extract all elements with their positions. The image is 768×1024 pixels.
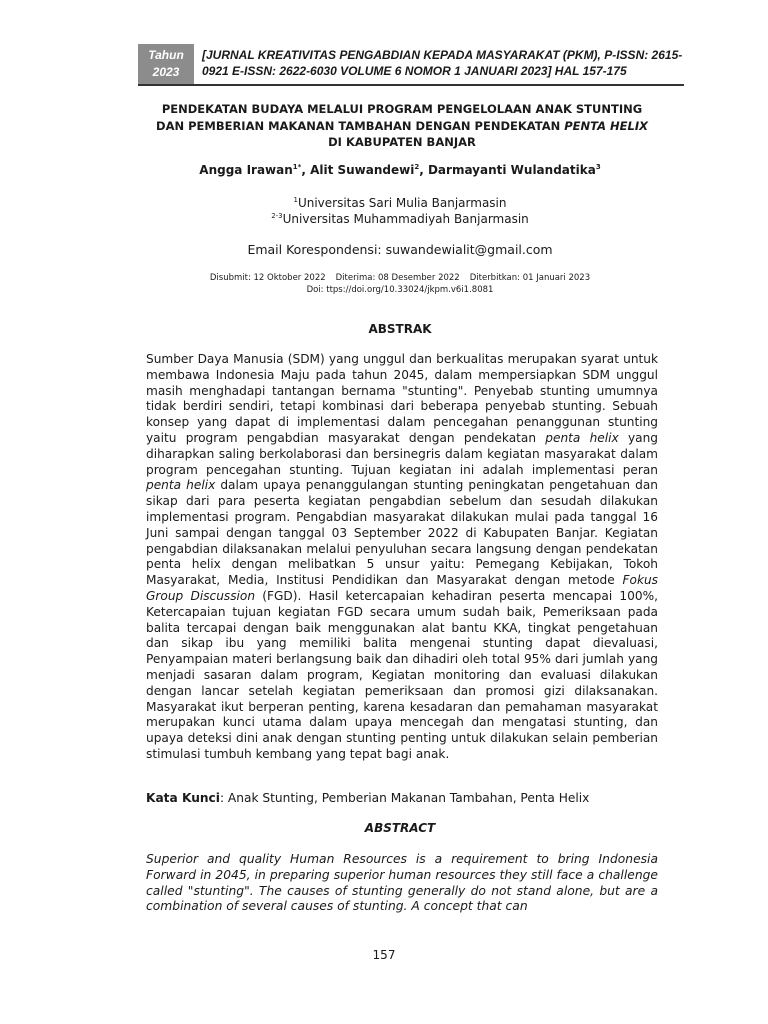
journal-line-2: 0921 E-ISSN: 2622-6030 VOLUME 6 NOMOR 1 JANUARI 2023] HAL 157-175 — [202, 64, 627, 78]
keywords-label: Kata Kunci — [146, 791, 220, 805]
year-value: 2023 — [152, 65, 180, 79]
journal-line-1: [JURNAL KREATIVITAS PENGABDIAN KEPADA MASYARAKAT (PKM), P-ISSN: 2615- — [202, 48, 683, 62]
abstrak-emphasis: Fokus Group Discussion — [146, 573, 658, 603]
author-name: Darmayanti Wulandatika — [427, 163, 596, 177]
title-line-3: DI KABUPATEN BANJAR — [328, 135, 476, 149]
keywords — [146, 791, 658, 805]
date-published: Diterbitkan: 01 Januari 2023 — [469, 273, 591, 283]
author-list — [100, 163, 700, 177]
title-line-2-text: DAN PEMBERIAN MAKANAN TAMBAHAN DENGAN PENDEKATAN — [156, 118, 565, 133]
abstrak-text: yang diharapkan saling berkolaborasi dan bersinegris dalam kegiatan masyarakat dalam program pencegahan stunting. Tujuan kegiatan ini adalah implementasi peran — [146, 430, 658, 477]
corresponding-email: Email Korespondensi: suwandewialit@gmail.com — [247, 242, 553, 257]
page-number: 157 — [372, 948, 396, 962]
abstrak-heading: ABSTRAK — [368, 322, 432, 336]
author-name: Angga Irawan — [199, 163, 293, 177]
abstrak-text: Sumber Daya Manusia (SDM) yang unggul dan berkualitas merupakan syarat untuk membawa Indonesia Maju pada tahun 2045, dalam mempersiapkan SDM unggul masih menghadapi tantangan bernama "stunting". Penyebab stunting umumnya tidak berdiri sendiri, tetapi kombinasi dari beberapa penyebab stunting. Sebuah konsep yang dapat di implementasi dalam pencegahan penanggunan stunting yaitu program pengabdian masyarakat dengan pendekatan — [146, 352, 658, 445]
abstract-body: Superior and quality Human Resources is a requirement to bring Indonesia Forward in 2045, in preparing superior human resources they still face a challenge called "stunting". The causes of stunting generally do not stand alone, but are a combination of several causes of stunting. A concept that can — [146, 852, 658, 914]
author-mark: 2 — [414, 163, 420, 171]
abstrak-body — [146, 352, 658, 763]
year-label: Tahun — [148, 48, 184, 62]
author-name: Alit Suwandewi — [310, 163, 415, 177]
header-divider — [138, 84, 684, 86]
date-accepted: Diterima: 08 Desember 2022 — [335, 273, 460, 283]
author-separator: , — [419, 163, 428, 177]
year-badge — [138, 44, 194, 84]
affiliation-1 — [100, 196, 700, 210]
affiliation-mark: 1 — [293, 196, 298, 204]
affiliation-name: Universitas Sari Mulia Banjarmasin — [297, 196, 507, 210]
author-mark: 1* — [292, 163, 302, 171]
affiliation-mark: 2-3 — [271, 212, 283, 220]
keywords-value: : Anak Stunting, Pemberian Makanan Tambahan, Penta Helix — [219, 791, 590, 805]
abstrak-text: (FGD). Hasil ketercapaian kehadiran peserta mencapai 100%, Ketercapaian tujuan kegiatan FGD secara umum sudah baik, Pemeriksaan pada balita tercapai dengan baik menggunakan alat bantu KKA, tingkat pengetahuan dan sikap ibu yang memiliki balita mengenai stunting dapat dievaluasi, Penyampaian materi berlangsung baik dan dihadiri oleh total 95% dari jumlah yang menjadi sasaran dalam program, Kegiatan monitoring dan evaluasi dilakukan dengan lancar setelah kegiatan pemeriksaan dan promosi gizi dilaksanakan. Masyarakat ikut berperan penting, karena kesadaran dan pemahaman masyarakat merupakan kunci utama dalam upaya mencegah dan mengatasi stunting, dan upaya deteksi dini anak dengan stunting penting untuk dilakukan selain pemberian stimulasi tumbuh kembang yang tepat bagi anak. — [146, 588, 659, 761]
affiliation-name: Universitas Muhammadiyah Banjarmasin — [282, 212, 529, 226]
author-separator: , — [301, 163, 311, 177]
abstrak-text: dalam upaya penanggulangan stunting peningkatan pengetahuan dan sikap dari para peserta kegiatan pengabdian sebelum dan sesudah dilakukan implementasi program. Pengabdian masyarakat dilakukan mulai pada tanggal 16 Juni sampai dengan tanggal 03 September 2022 di Kabupaten Banjar. Kegiatan pengabdian dilaksanakan melalui penyuluhan secara langsung dengan pendekatan penta helix dengan melibatkan 5 unsur yaitu: Pemegang Kebijakan, Tokoh Masyarakat, Media, Institusi Pendidikan dan Masyarakat dengan metode — [146, 478, 659, 588]
abstrak-emphasis: penta helix — [146, 478, 216, 493]
paper-title — [120, 101, 684, 151]
journal-header — [138, 44, 684, 84]
author-mark: 3 — [595, 163, 601, 171]
article-dates — [100, 272, 700, 296]
abstract-heading: ABSTRACT — [364, 821, 436, 835]
doi-text: Doi: ttps://doi.org/10.33024/jkpm.v6i1.8081 — [306, 285, 494, 295]
affiliation-2 — [100, 212, 700, 226]
journal-info — [202, 44, 682, 84]
title-line-2-emphasis: PENTA HELIX — [564, 118, 648, 133]
abstrak-emphasis: penta helix — [545, 430, 619, 445]
date-submitted: Disubmit: 12 Oktober 2022 — [209, 273, 326, 283]
title-line-2 — [120, 118, 684, 135]
title-line-1: PENDEKATAN BUDAYA MELALUI PROGRAM PENGELOLAAN ANAK STUNTING — [161, 102, 643, 116]
